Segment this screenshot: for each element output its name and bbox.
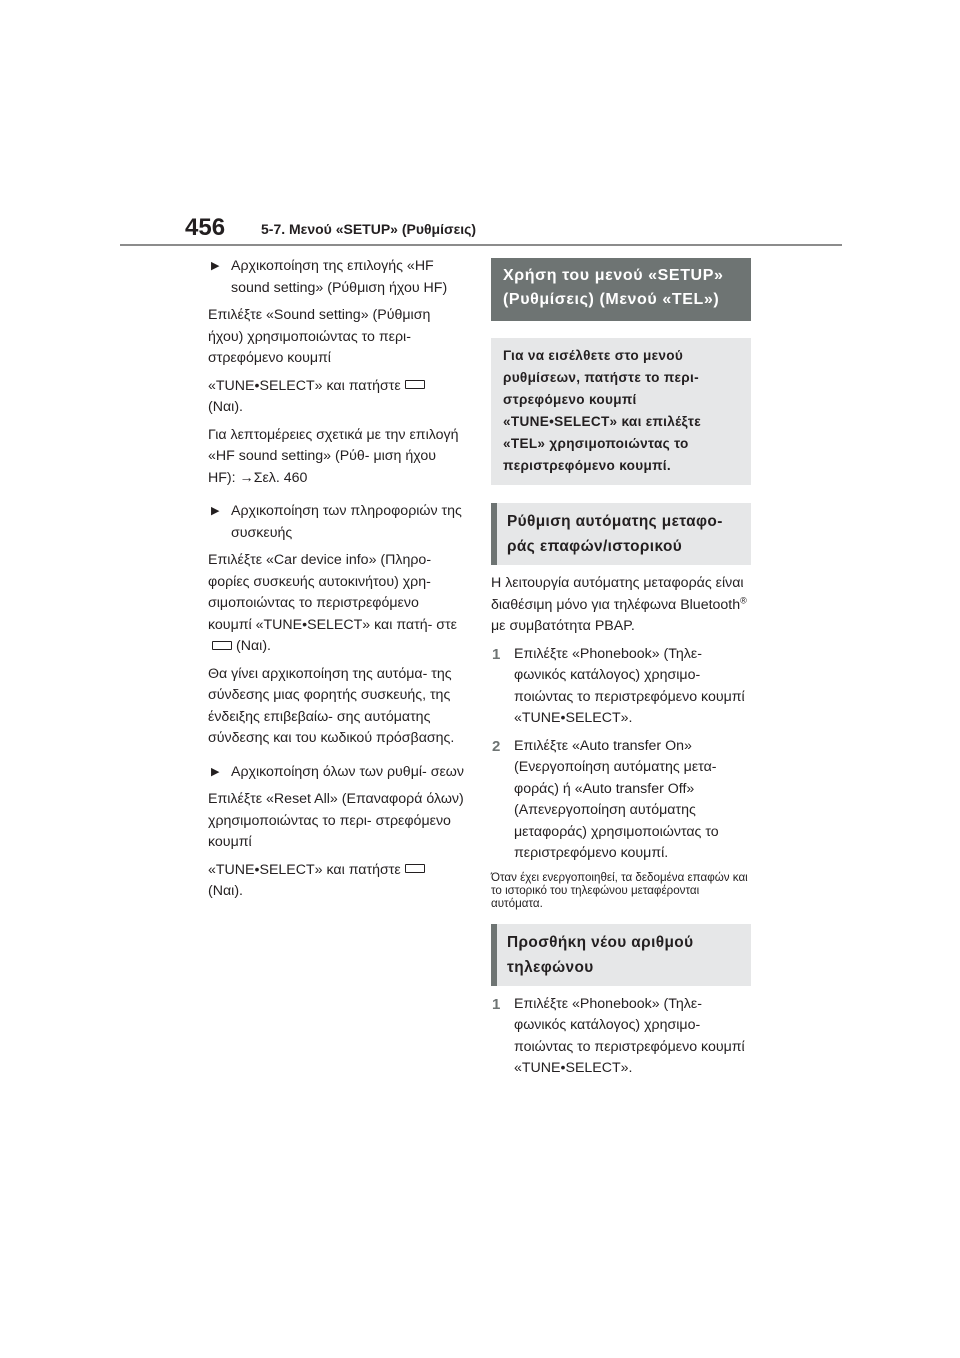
header-rule xyxy=(120,244,842,246)
paragraph xyxy=(208,376,466,419)
step-item xyxy=(491,644,751,730)
step-number: 2 xyxy=(492,737,501,755)
step-item xyxy=(491,736,751,865)
section-title: 5-7. Μενού «SETUP» (Ρυθμίσεις) xyxy=(261,221,477,237)
right-column xyxy=(491,258,751,1086)
paragraph-text: (Ναι). xyxy=(208,399,243,415)
subsection-heading: Προσθήκη νέου αριθμού τηλεφώνου xyxy=(491,924,751,986)
subsection-heading: Ρύθμιση αυτόματης μεταφο- ράς επαφών/ιστορικού xyxy=(491,503,751,565)
step-text: Επιλέξτε «Auto transfer On» (Ενεργοποίηση αυτόματης μετα- φοράς) ή «Auto transfer Off» (Απενεργοποίηση αυτόματης μεταφοράς) χρησιμοποιώντας το περιστρεφόμενο κουμπί. xyxy=(514,737,719,861)
paragraph-text: «TUNE•SELECT» και πατήστε xyxy=(208,861,401,878)
paragraph: Επιλέξτε «Sound setting» (Ρύθμιση ήχου) χρησιμοποιώντας το περι- στρεφόμενο κουμπί xyxy=(208,307,431,366)
bullet-heading xyxy=(208,762,466,784)
intro-box: Για να εισέλθετε στο μενού ρυθμίσεων, πατήστε το περι- στρεφόμενο κουμπί «TUNE•SELECT» και επιλέξτε «TEL» χρησιμοποιώντας το περιστρεφόμενο κουμπί. xyxy=(491,338,751,485)
paragraph: Επιλέξτε «Reset All» (Επαναφορά όλων) χρησιμοποιώντας το περι- στρεφόμενο κουμπί xyxy=(208,791,464,850)
paragraph-text: «TUNE•SELECT» και πατήστε xyxy=(208,377,401,394)
step-text: Επιλέξτε «Phonebook» (Τηλε- φωνικός κατάλογος) χρησιμο- ποιώντας το περιστρεφόμενο κουμπί «TUNE•SELECT». xyxy=(514,645,745,726)
step-item xyxy=(491,994,751,1080)
paragraph-text: (Ναι). xyxy=(208,883,243,899)
page-number: 456 xyxy=(185,214,226,241)
paragraph-text: Επιλέξτε «Car device info» (Πληρο- φορίες συσκευής αυτοκινήτου) χρη- σιμοποιώντας το περιστρεφόμενο κουμπί «TUNE•SELECT» και πατή- στε xyxy=(208,552,457,633)
paragraph xyxy=(208,860,466,903)
step-number: 1 xyxy=(492,995,501,1013)
paragraph xyxy=(491,573,751,638)
button-rect-icon xyxy=(212,641,232,650)
triangle-right-icon: ▶ xyxy=(211,505,220,517)
paragraph-text: Η λειτουργία αυτόματης μεταφοράς είναι διαθέσιμη μόνο για τηλέφωνα Bluetooth xyxy=(491,575,744,613)
bullet-heading-text: Αρχικοποίηση της επιλογής «HF sound setting» (Ρύθμιση ήχου HF) xyxy=(231,258,448,296)
registered-mark: ® xyxy=(740,594,747,605)
note-text: Όταν έχει ενεργοποιηθεί, τα δεδομένα επαφών και το ιστορικό του τηλεφώνου μεταφέρονται αυτόματα. xyxy=(491,870,748,910)
button-rect-icon xyxy=(405,864,425,873)
paragraph-text: με συμβατότητα PBAP. xyxy=(491,618,635,634)
bullet-heading-text: Αρχικοποίηση των πληροφοριών της συσκευής xyxy=(231,503,462,541)
triangle-right-icon: ▶ xyxy=(211,765,220,778)
paragraph: Για λεπτομέρειες σχετικά με την επιλογή «HF sound setting» (Ρύθ- μιση ήχου HF): →Σελ. 460 xyxy=(208,426,459,486)
left-column xyxy=(208,256,466,909)
step-number: 1 xyxy=(492,645,501,663)
paragraph-text: (Ναι). xyxy=(236,638,271,654)
main-section-heading: Χρήση του μενού «SETUP» (Ρυθμίσεις) (Μενού «TEL») xyxy=(491,258,751,321)
paragraph xyxy=(208,550,466,658)
bullet-heading-text: Αρχικοποίηση όλων των ρυθμί- σεων xyxy=(231,763,464,780)
step-text: Επιλέξτε «Phonebook» (Τηλε- φωνικός κατάλογος) χρησιμο- ποιώντας το περιστρεφόμενο κουμπί «TUNE•SELECT». xyxy=(514,995,745,1076)
button-rect-icon xyxy=(405,380,425,389)
triangle-right-icon: ▶ xyxy=(211,260,220,272)
bullet-heading xyxy=(208,256,466,299)
bullet-heading xyxy=(208,501,466,544)
paragraph: Θα γίνει αρχικοποίηση της αυτόμα- της σύνδεσης μιας φορητής συσκευής, της ένδειξης επιβεβαίω- σης αυτόματης σύνδεσης και του κωδικού πρόσβασης. xyxy=(208,665,455,746)
